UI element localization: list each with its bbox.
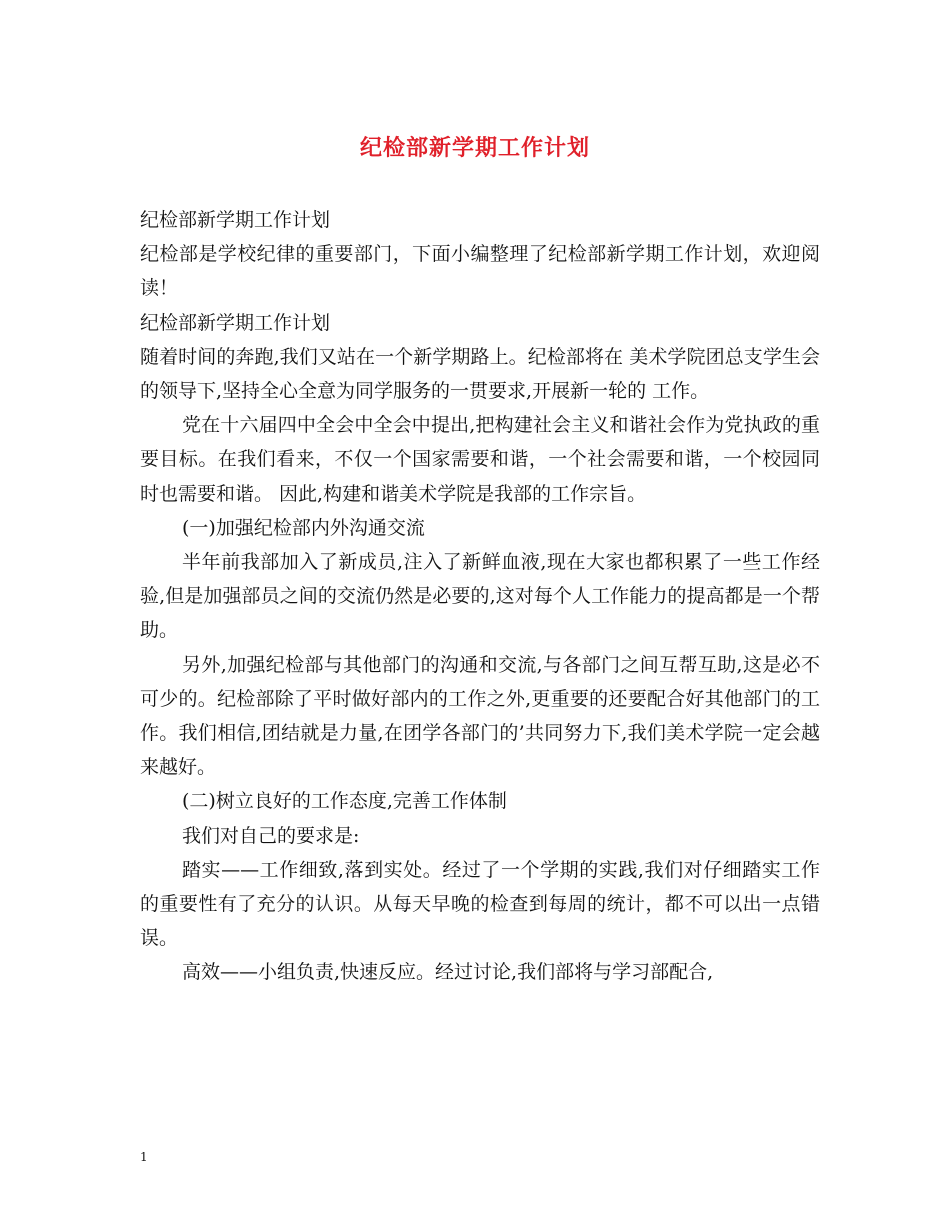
- document-title: 纪检部新学期工作计划: [359, 135, 590, 161]
- section-heading: (二)树立良好的工作态度,完善工作体制: [182, 790, 507, 813]
- paragraph: 高效——小组负责,快速反应。经过讨论,我们部将与学习部配合,: [182, 961, 714, 984]
- paragraph: 纪检部新学期工作计划: [140, 209, 331, 231]
- document-body: [140, 203, 820, 990]
- paragraph: 另外,加强纪检部与其他部门的沟通和交流,与各部门之间互帮互助,这是必不可少的。纪检部除了平时做好部内的工作之外,更重要的还要配合好其他部门的工作。我们相信,团结就是力量,在团学各部门的’共同努力下,我们美术学院一定会越来越好。: [140, 653, 820, 779]
- paragraph: 我们对自己的要求是:: [182, 824, 360, 847]
- page-number: 1: [140, 1150, 148, 1164]
- paragraph: 踏实——工作细致,落到实处。经过了一个学期的实践,我们对仔细踏实工作的重要性有了充分的认识。从每天早晚的检查到每周的统计，都不可以出一点错误。: [140, 858, 820, 950]
- paragraph: 纪检部是学校纪律的重要部门，下面小编整理了纪检部新学期工作计划，欢迎阅读！: [140, 243, 820, 300]
- paragraph: 半年前我部加入了新成员,注入了新鲜血液,现在大家也都积累了一些工作经验,但是加强部员之间的交流仍然是必要的,这对每个人工作能力的提高都是一个帮助。: [140, 551, 820, 642]
- paragraph: 纪检部新学期工作计划: [140, 311, 331, 334]
- paragraph: 随着时间的奔跑,我们又站在一个新学期路上。纪检部将在 美术学院团总支学生会的领导下,坚持全心全意为同学服务的一贯要求,开展新一轮的 工作。: [140, 345, 820, 403]
- paragraph: 党在十六届四中全会中全会中提出,把构建社会主义和谐社会作为党执政的重要目标。在我们看来，不仅一个国家需要和谐，一个社会需要和谐，一个校园同时也需要和谐。 因此,构建和谐美术学院是我部的工作宗旨。: [140, 414, 820, 505]
- section-heading: (一)加强纪检部内外沟通交流: [182, 516, 425, 539]
